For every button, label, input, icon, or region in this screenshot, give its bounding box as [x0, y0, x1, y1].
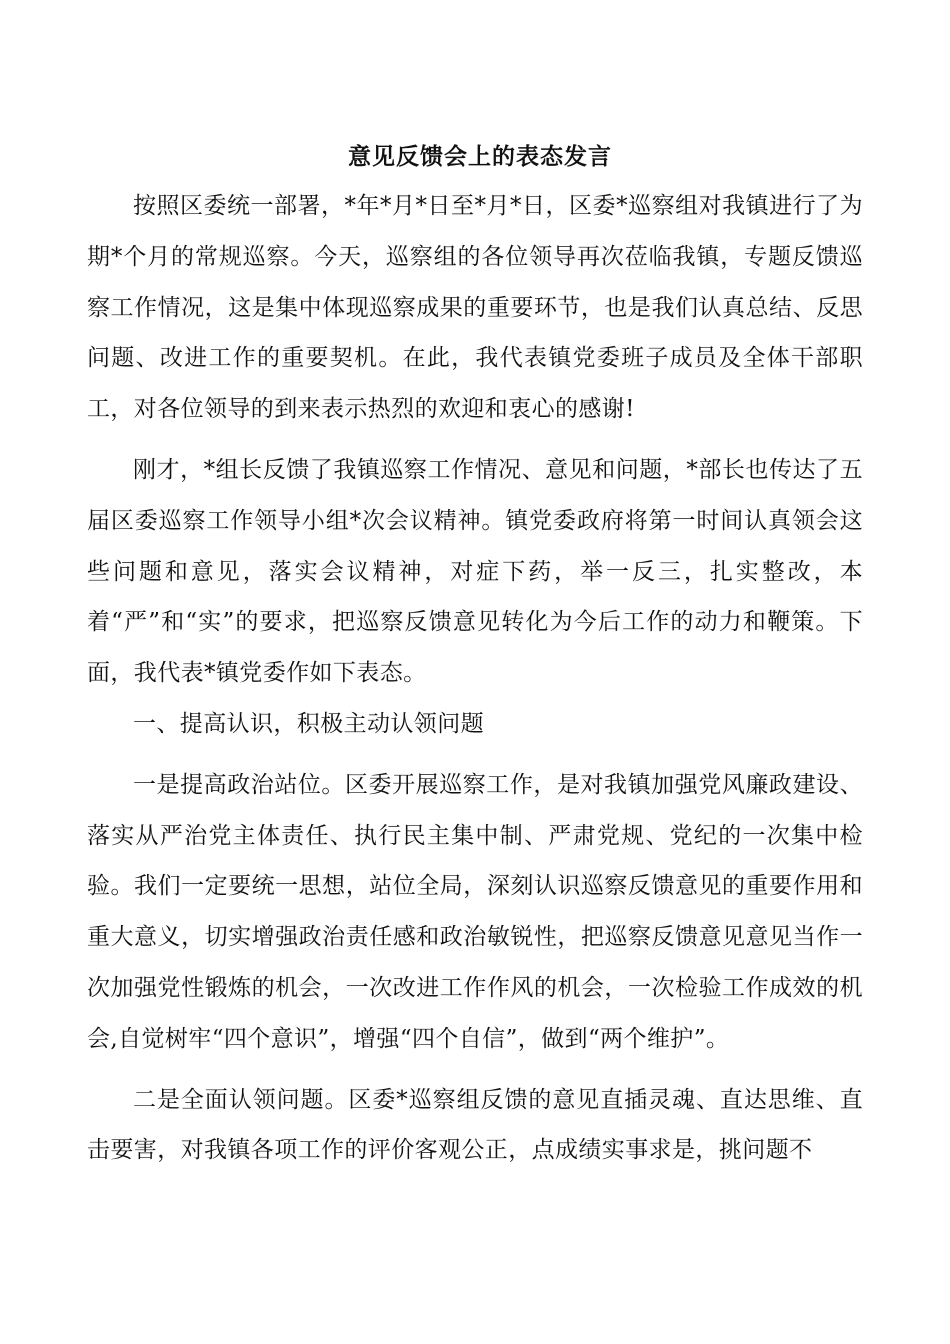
paragraph-political-stance: 一是提高政治站位。区委开展巡察工作，是对我镇加强党风廉政建设、落实从严治党主体责任、执行民主集中制、严肃党规、党纪的一次集中检验。我们一定要统一思想，站位全局，深刻认识巡察反馈意见的重要作用和重大意义，切实增强政治责任感和政治敏锐性，把巡察反馈意见意见当作一次加强党性锻炼的机会，一次改进工作作风的机会，一次检验工作成效的机会,自觉树牢“四个意识”，增强“四个自信”，做到“两个维护”。 [87, 771, 863, 1052]
document-title: 意见反馈会上的表态发言 [348, 144, 612, 170]
section-heading: 一、提高认识，积极主动认领问题 [133, 710, 484, 737]
paragraph-response: 刚才，*组长反馈了我镇巡察工作情况、意见和问题，*部长也传达了五届区委巡察工作领导小组*次会议精神。镇党委政府将第一时间认真领会这些问题和意见，落实会议精神，对症下药，举一反三，扎实整改，本着“严”和“实”的要求，把巡察反馈意见转化为今后工作的动力和鞭策。下面，我代表*镇党委作如下表态。 [87, 456, 863, 687]
document-body [87, 140, 863, 1176]
paragraph-intro: 按照区委统一部署，*年*月*日至*月*日，区委*巡察组对我镇进行了为期*个月的常规巡察。今天，巡察组的各位领导再次莅临我镇，专题反馈巡察工作情况，这是集中体现巡察成果的重要环节，也是我们认真总结、反思问题、改进工作的重要契机。在此，我代表镇党委班子成员及全体干部职工，对各位领导的到来表示热烈的欢迎和衷心的感谢! [87, 193, 863, 423]
paragraph-acknowledge-issues: 二是全面认领问题。区委*巡察组反馈的意见直插灵魂、直达思维、直击要害，对我镇各项工作的评价客观公正，点成绩实事求是，挑问题不 [87, 1086, 863, 1164]
